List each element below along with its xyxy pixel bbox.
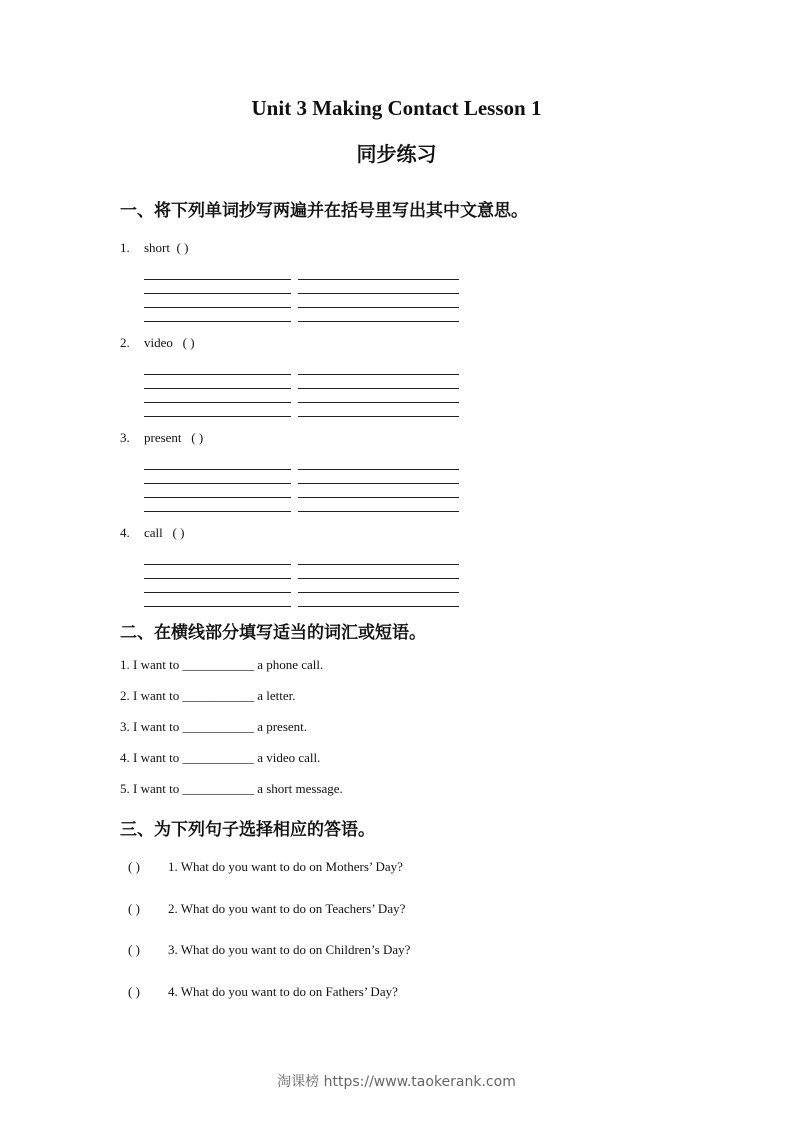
copy-lines[interactable] (144, 469, 460, 513)
section-1-heading: 一、将下列单词抄写两遍并在括号里写出其中文意思。 (120, 201, 528, 221)
question-item (128, 859, 403, 875)
footer-watermark: 淘课榜 https://www.taokerank.com (277, 1074, 516, 1090)
vocab-word: video (144, 335, 173, 350)
copy-line[interactable] (298, 483, 459, 484)
copy-line[interactable] (144, 511, 291, 512)
section-2-heading: 二、在横线部分填写适当的词汇或短语。 (120, 623, 426, 643)
fill-blank-sentence: 4. I want to ___________ a video call. (120, 750, 321, 765)
copy-line[interactable] (298, 279, 459, 280)
item-number: 4. (120, 525, 130, 540)
copy-line[interactable] (144, 578, 291, 579)
section-3-heading: 三、为下列句子选择相应的答语。 (120, 820, 375, 840)
meaning-parentheses: ( ) (176, 240, 189, 255)
copy-line[interactable] (298, 578, 459, 579)
fill-blank-sentence: 2. I want to ___________ a letter. (120, 688, 296, 703)
meaning-parentheses: ( ) (191, 430, 204, 445)
copy-line[interactable] (144, 592, 291, 593)
copy-line[interactable] (144, 497, 291, 498)
copy-line[interactable] (144, 606, 291, 607)
vocab-word: short (144, 240, 170, 255)
question-item (128, 942, 410, 958)
copy-line[interactable] (298, 497, 459, 498)
copy-line[interactable] (298, 293, 459, 294)
question-text: 3. What do you want to do on Children’s Day? (168, 942, 411, 957)
copy-line[interactable] (144, 402, 291, 403)
copy-line[interactable] (144, 388, 291, 389)
copy-line[interactable] (298, 416, 459, 417)
answer-bracket[interactable]: ( ) (128, 901, 140, 916)
answer-bracket[interactable]: ( ) (128, 942, 140, 957)
answer-bracket[interactable]: ( ) (128, 859, 140, 874)
copy-line[interactable] (144, 564, 291, 565)
meaning-parentheses: ( ) (172, 525, 185, 540)
question-text: 2. What do you want to do on Teachers’ Day? (168, 901, 406, 916)
question-item (128, 984, 398, 1000)
item-number: 2. (120, 335, 130, 350)
copy-line[interactable] (298, 374, 459, 375)
word-item (120, 335, 195, 351)
copy-line[interactable] (298, 307, 459, 308)
copy-line[interactable] (298, 402, 459, 403)
item-number: 3. (120, 430, 130, 445)
page-title: Unit 3 Making Contact Lesson 1 (251, 96, 542, 120)
copy-line[interactable] (298, 564, 459, 565)
copy-line[interactable] (144, 279, 291, 280)
word-item (120, 240, 188, 256)
answer-bracket[interactable]: ( ) (128, 984, 140, 999)
copy-lines[interactable] (144, 374, 460, 418)
fill-blank-sentence: 5. I want to ___________ a short message. (120, 781, 343, 796)
copy-line[interactable] (298, 511, 459, 512)
question-text: 4. What do you want to do on Fathers’ Day? (168, 984, 398, 999)
word-item (120, 430, 203, 446)
page-subtitle: 同步练习 (356, 142, 437, 166)
copy-line[interactable] (144, 321, 291, 322)
vocab-word: present (144, 430, 182, 445)
copy-lines[interactable] (144, 564, 460, 608)
copy-line[interactable] (144, 469, 291, 470)
question-text: 1. What do you want to do on Mothers’ Day? (168, 859, 403, 874)
item-number: 1. (120, 240, 130, 255)
copy-line[interactable] (298, 388, 459, 389)
copy-line[interactable] (298, 469, 459, 470)
copy-line[interactable] (144, 374, 291, 375)
copy-line[interactable] (298, 592, 459, 593)
copy-line[interactable] (144, 307, 291, 308)
copy-lines[interactable] (144, 279, 460, 323)
copy-line[interactable] (298, 321, 459, 322)
question-item (128, 901, 405, 917)
word-item (120, 525, 184, 541)
copy-line[interactable] (144, 416, 291, 417)
vocab-word: call (144, 525, 163, 540)
fill-blank-sentence: 3. I want to ___________ a present. (120, 719, 308, 734)
copy-line[interactable] (144, 293, 291, 294)
fill-blank-sentence: 1. I want to ___________ a phone call. (120, 657, 324, 672)
copy-line[interactable] (144, 483, 291, 484)
meaning-parentheses: ( ) (182, 335, 195, 350)
copy-line[interactable] (298, 606, 459, 607)
